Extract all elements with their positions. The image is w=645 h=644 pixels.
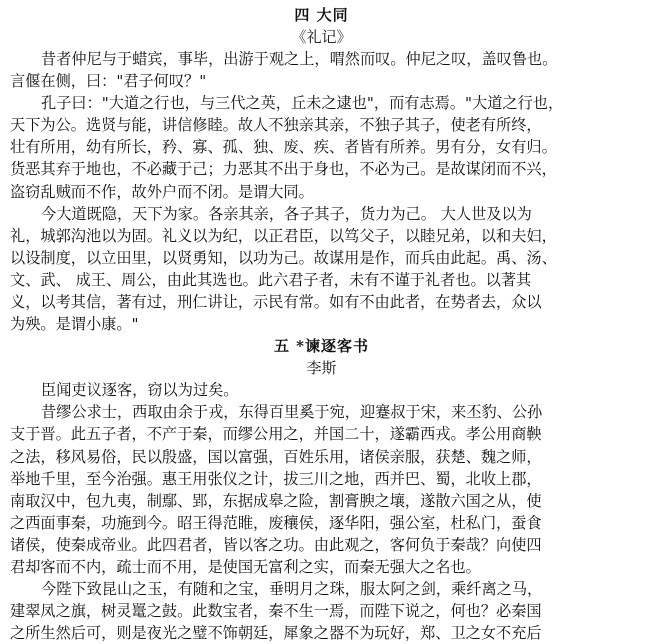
text-line: 壮有所用，幼有所长，矜、寡、孤、独、废、疾、者皆有所养。男有分，女有归。 — [10, 138, 557, 157]
paragraph-s4-1 — [10, 48, 633, 92]
text-line: 臣闻吏议逐客，窃以为过矣。 — [41, 381, 239, 400]
paragraph-s5-2 — [10, 401, 633, 578]
text-line: 之西面事秦，功施到今。昭王得范睢，废穰侯，逐华阳，强公室，杜私门，蚕食 — [10, 513, 542, 532]
section-4-source: 《礼记》 — [291, 28, 352, 46]
text-line: 以设制度，以立田里，以贤勇知，以功为己。故谋用是作，而兵由此起。禹、汤、 — [10, 248, 557, 267]
text-line: 文、武、 成王、周公，由此其选也。此六君子者，未有不谨于礼者也。以著其 — [10, 270, 532, 289]
section-5-title: 五 *谏逐客书 — [273, 337, 370, 356]
paragraph-s5-1 — [10, 379, 633, 401]
section-5-author: 李斯 — [306, 359, 337, 378]
text-line: 孔子曰："大道之行也，与三代之英，丘未之逮也"，而有志焉。"大道之行也， — [41, 94, 564, 113]
text-line: 之法，移风易俗，民以殷盛，国以富强，百姓乐用，诸侯亲服，获楚、魏之师， — [10, 447, 542, 466]
paragraph-s5-3 — [10, 578, 633, 644]
section-4-title: 四 大同 — [294, 6, 349, 24]
text-line: 盗窃乱贼而不作，故外户而不闭。是谓大同。 — [10, 182, 314, 201]
text-line: 言偃在侧，曰："君子何叹？" — [10, 72, 207, 91]
text-line: 义，以考其信，著有过，刑仁讲让，示民有常。如有不由此者，在势者去，众以 — [10, 293, 542, 312]
text-line: 诸侯，使秦成帝业。此四君者，皆以客之功。由此观之，客何负于秦哉？向使四 — [10, 535, 542, 554]
text-line: 今大道既隐，天下为家。各亲其亲，各子其子，货力为己。 大人世及以为 — [41, 204, 532, 223]
text-line: 支于晋。此五子者，不产于秦，而缪公用之，并国二十，遂霸西戎。孝公用商鞅 — [10, 425, 542, 444]
text-line: 为殃。是谓小康。" — [10, 315, 139, 334]
text-line: 君却客而不内，疏士而不用，是使国无富利之实，而秦无强大之名也。 — [10, 557, 481, 576]
text-line: 举地千里，至今治强。惠王用张仪之计，拔三川之地，西并巴、蜀，北收上郡， — [10, 469, 542, 488]
text-line: 昔缪公求士，西取由余于戎，东得百里奚于宛，迎蹇叔于宋，来丕豹、公孙 — [41, 403, 543, 422]
text-line: 货恶其弃于地也，不必藏于己；力恶其不出于身也，不必为己。是故谋闭而不兴， — [10, 160, 557, 179]
text-line: 之所生然后可，则是夜光之璧不饰朝廷，犀象之器不为玩好，郑、卫之女不充后 — [10, 624, 542, 643]
text-line: 今陛下致昆山之玉，有随和之宝，垂明月之珠，服太阿之剑，乘纤离之马， — [41, 580, 543, 599]
paragraph-s4-3 — [10, 203, 633, 336]
paragraph-s4-2 — [10, 92, 633, 202]
text-line: 南取汉中，包九夷，制鄢、郢，东据成皋之险，割膏腴之壤，遂散六国之从，使 — [10, 491, 542, 510]
text-line: 昔者仲尼与于蜡宾，事毕，出游于观之上，喟然而叹。仲尼之叹，盖叹鲁也。 — [41, 50, 558, 68]
text-line: 礼，城郭沟池以为固。礼义以为纪，以正君臣，以笃父子，以睦兄弟，以和夫妇， — [10, 226, 557, 245]
text-line: 天下为公。选贤与能，讲信修睦。故人不独亲其亲，不独子其子，使老有所终， — [10, 116, 542, 135]
text-line: 建翠凤之旗，树灵鼍之鼓。此数宝者，秦不生一焉，而陛下说之，何也？必秦国 — [10, 602, 542, 621]
